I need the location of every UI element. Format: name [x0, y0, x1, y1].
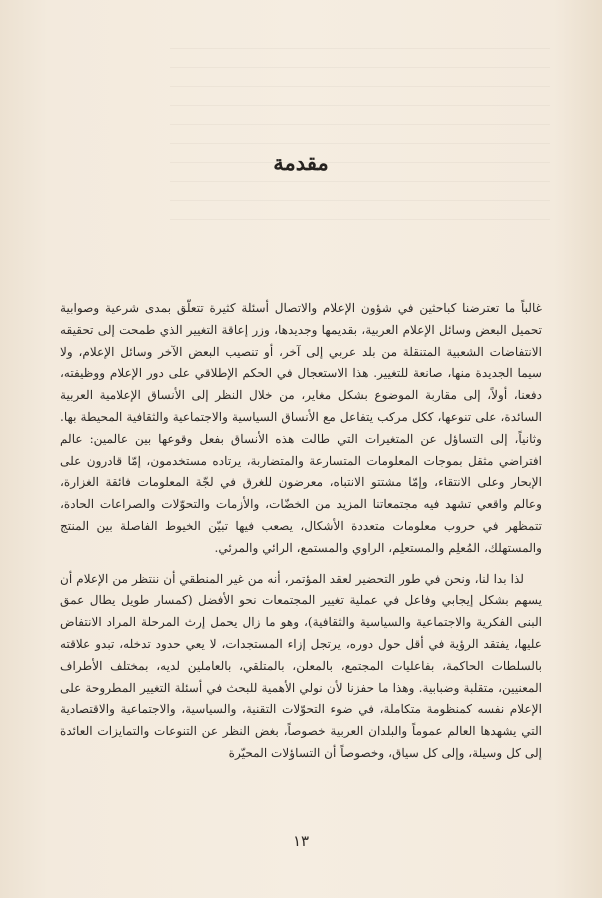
- chapter-title: مقدمة: [273, 150, 329, 175]
- body-text: [60, 298, 542, 765]
- page-number: ١٣: [292, 832, 310, 850]
- paragraph-2: لذا بدا لنا، ونحن في طور التحضير لعقد المؤتمر، أنه من غير المنطقي أن ننتظر من الإعلام أن يسهم بشكل إيجابي وفاعل في عملية تغيير المجتمعات نحو الأفضل (كمسار طويل يطال عمق البنى الفكرية والاجتماعية والسياسية والثقافية)، وهو ما زال يحمل إرث المرحلة المراد الانتفاض عليها، يفتقد الرؤية في أقل حول دوره، يرتجل إزاء المستجدات، لا يعي حدود تدخله، تبدو علاقته بالسلطات الحاكمة، بفاعليات المجتمع، بالمعلن، بالمتلقي، بالعاملين لديه، بمختلف الأطراف المعنيين، متقلبة وضبابية. وهذا ما حفزنا لأن نولي الأهمية للبحث في أسئلة التغيير المطروحة على الإعلام نفسه كمنظومة متكاملة، في ضوء التحوّلات التقنية، والسياسية، والاجتماعية والاقتصادية التي يشهدها العالم عموماً والبلدان العربية خصوصاً، بغض النظر عن التنوعات والتمايزات العائدة إلى كل وسيلة، وإلى كل سياق، وخصوصاً أن التساؤلات المحيّرة: [60, 571, 542, 760]
- paragraph-1: غالباً ما تعترضنا كباحثين في شؤون الإعلام والاتصال أسئلة كثيرة تتعلّق بمدى شرعية وصوابية تحميل البعض وسائل الإعلام العربية، بقديمها وجديدها، وزر إعاقة التغيير الذي طمحت إلى تحقيقه الانتفاضات الشعبية المتنقلة من بلد عربي إلى آخر، أو تنصيب البعض الآخر وسائل الإعلام، ولا سيما الجديدة منها، صانعة للتغيير. هذا الاستعجال في الحكم الإطلاقي على دور الإعلام ووظيفته، دفعنا، أولاً، إلى مقاربة الموضوع بشكل مغاير، من خلال النظر إلى الأنساق الإعلامية العربية السائدة، على تنوعها، ككل مركب يتفاعل مع الأنساق السياسية والاجتماعية والثقافية المحيطة بها. وثانياً، إلى التساؤل عن المتغيرات التي طالت هذه الأنساق بفعل وقوعها بين عالمين: عالم افتراضي مثقل بموجات المعلومات المتسارعة والمتضاربة، يرتاده مستخدمون، إمّا قادرون على الإبحار وعلى الانتقاء، وإمّا مشتتو الانتباه، معرضون للغرق في لجّة المعلومات فائقة الغزارة، وعالم واقعي تشهد فيه مجتمعاتنا المزيد من الخضّات، والأزمات والتحوّلات والصراعات الحادة، تتمظهر في حروب معلومات متعددة الأشكال، يصعب فيها تبيّن الخيوط الفاصلة بين المنتج والمستهلك، المُعلِم والمستعلِم، الراوي والمستمع، الرائي والمرئي.: [60, 301, 542, 555]
- show-through-text: [170, 30, 550, 220]
